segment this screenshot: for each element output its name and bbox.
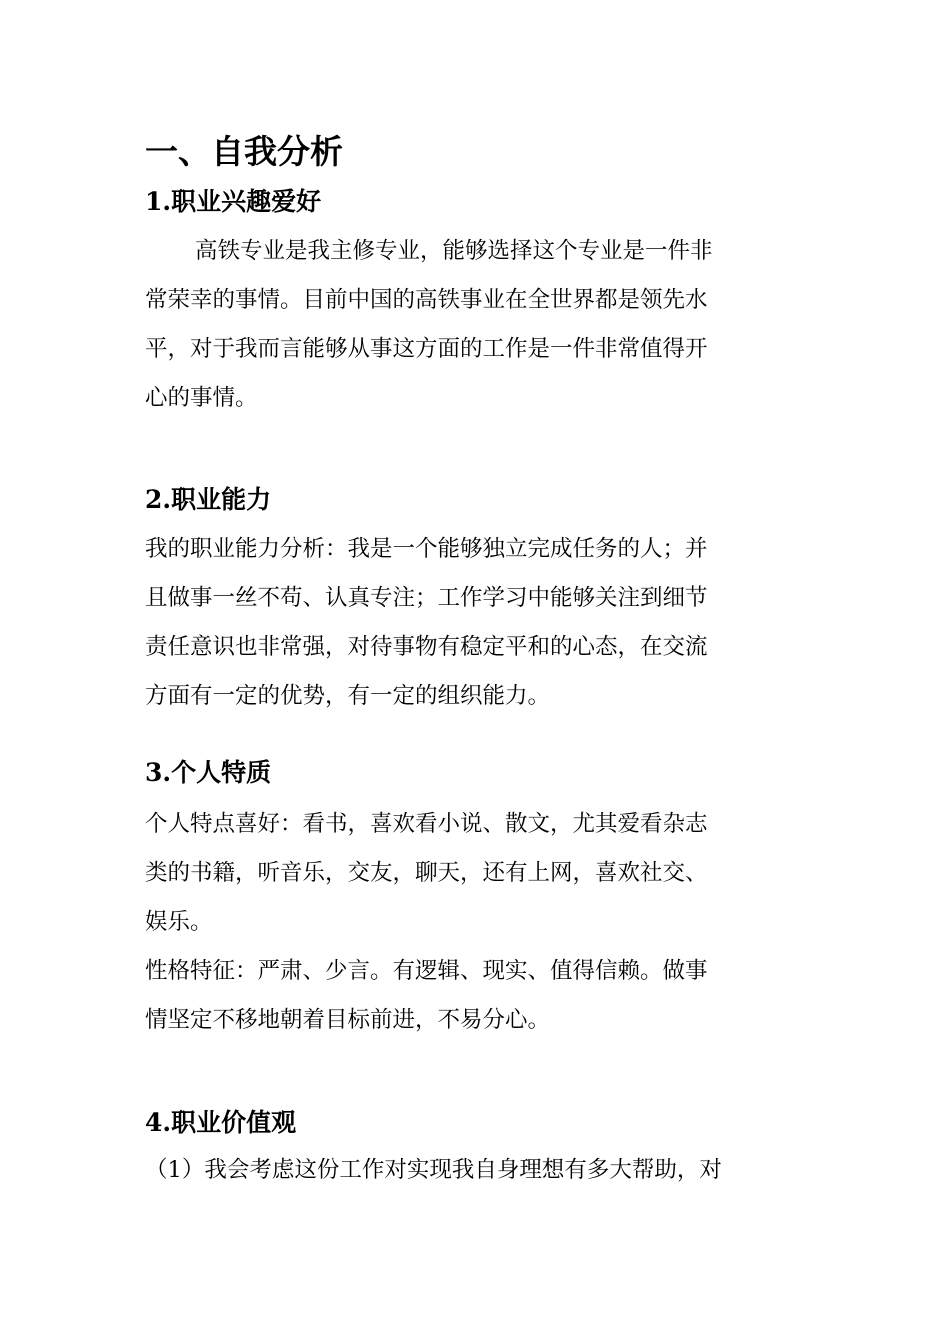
paragraph-line: （1）我会考虑这份工作对实现我自身理想有多大帮助，对 — [145, 1157, 722, 1183]
paragraph-line: 情坚定不移地朝着目标前进，不易分心。 — [145, 1007, 551, 1033]
paragraph-line: 我的职业能力分析：我是一个能够独立完成任务的人；并 — [145, 536, 708, 562]
paragraph-line: 性格特征：严肃、少言。有逻辑、现实、值得信赖。做事 — [145, 958, 708, 984]
section-paragraph-traits-personality — [145, 947, 805, 1045]
paragraph-line: 类的书籍，听音乐，交友，聊天，还有上网，喜欢社交、 — [145, 860, 708, 886]
paragraph-line: 个人特点喜好：看书，喜欢看小说、散文，尤其爱看杂志 — [145, 811, 708, 837]
paragraph-line: 方面有一定的优势，有一定的组织能力。 — [145, 683, 551, 709]
section-paragraph-ability — [145, 525, 805, 721]
section-heading-traits: 3.个人特质 — [145, 758, 272, 787]
section-paragraph-interest — [145, 227, 805, 423]
paragraph-line: 娱乐。 — [145, 909, 213, 935]
document-title: 一、自我分析 — [145, 132, 343, 171]
section-heading-ability: 2.职业能力 — [145, 485, 272, 514]
paragraph-line: 且做事一丝不苟、认真专注；工作学习中能够关注到细节 — [145, 585, 708, 611]
paragraph-line: 高铁专业是我主修专业，能够选择这个专业是一件非 — [195, 238, 713, 264]
section-paragraph-traits-hobbies — [145, 800, 805, 947]
paragraph-line: 常荣幸的事情。目前中国的高铁事业在全世界都是领先水 — [145, 287, 708, 313]
paragraph-line: 心的事情。 — [145, 385, 258, 411]
section-paragraph-values — [145, 1146, 805, 1195]
section-heading-interest: 1.职业兴趣爱好 — [145, 187, 322, 216]
document-page — [145, 0, 805, 1344]
paragraph-line: 责任意识也非常强，对待事物有稳定平和的心态，在交流 — [145, 634, 708, 660]
section-heading-values: 4.职业价值观 — [145, 1108, 297, 1137]
paragraph-line: 平，对于我而言能够从事这方面的工作是一件非常值得开 — [145, 336, 708, 362]
